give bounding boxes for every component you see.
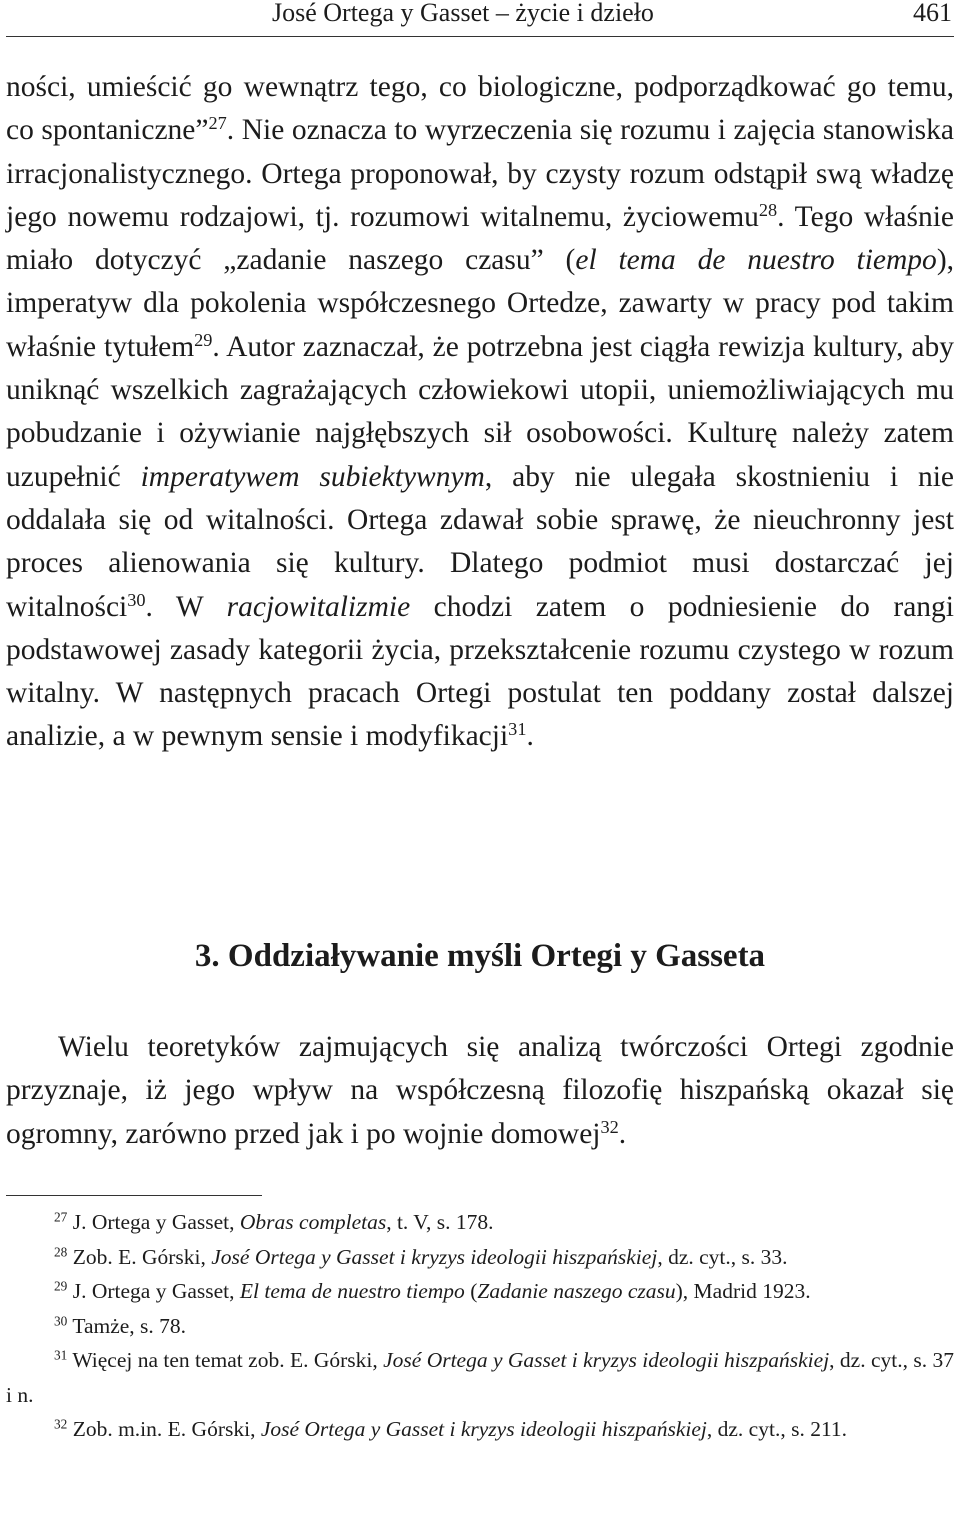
footnote-number: 31 xyxy=(54,1347,68,1363)
footnote-29 xyxy=(6,1274,954,1309)
footnote-title: José Ortega y Gasset i kryzys ideologii hiszpańskiej xyxy=(260,1417,707,1441)
footnote-text: ), Madrid 1923. xyxy=(675,1279,811,1303)
footnote-27 xyxy=(6,1205,954,1240)
section-heading: 3. Oddziaływanie myśli Ortegi y Gasseta xyxy=(194,938,766,974)
footnote-title: José Ortega y Gasset i kryzys ideologii hiszpańskiej xyxy=(211,1244,658,1269)
italic-term: imperatywem subiektywnym xyxy=(140,460,485,493)
footnote-text: Zob. E. Górski, xyxy=(72,1244,212,1269)
footnote-ref-27[interactable]: 27 xyxy=(208,113,227,134)
footnote-number: 30 xyxy=(54,1313,68,1329)
footnote-text: , dz. cyt., s. 211. xyxy=(706,1417,848,1441)
text-run: . Nie oznacza to wyrzeczenia się rozumu i zajęcia stanowiska irracjonalistycznego. Ortega proponował, by czysty rozum odstąpił swą władzę jego nowemu rodzajowi, tj. rozumowi witalnemu, życiowemu xyxy=(6,114,954,233)
text-run: ności, umieścić go wewnątrz tego, co biologiczne, podporządkować go temu, co spontaniczne” xyxy=(6,71,954,147)
footnote-ref-31[interactable]: 31 xyxy=(508,719,527,740)
footnote-text: ( xyxy=(464,1279,478,1303)
footnote-text: , dz. cyt., s. 33. xyxy=(657,1244,788,1269)
footnote-text: , dz. cyt., s. 37 i n. xyxy=(6,1348,954,1407)
body-paragraph-2 xyxy=(6,1026,954,1156)
footnote-text: Zob. m.in. E. Górski, xyxy=(72,1417,261,1441)
italic-term: racjowitalizmie xyxy=(226,590,411,623)
text-run: . Autor zaznaczał, że potrzebna jest ciągła rewizja kultury, aby uniknąć wszelkich zagrażających człowiekowi utopii, uniemożliwiających mu pobudzanie i ożywianie najgłębszych sił osobowości. Kulturę należy zatem uzupełnić xyxy=(6,330,954,493)
footnote-title: Obras completas xyxy=(239,1210,387,1234)
footnote-number: 28 xyxy=(54,1244,68,1260)
footnote-text: Więcej na ten temat zob. E. Górski, xyxy=(72,1348,384,1372)
footnote-number: 29 xyxy=(54,1278,68,1294)
footnote-title: José Ortega y Gasset i kryzys ideologii hiszpańskiej xyxy=(383,1348,830,1372)
footnotes xyxy=(6,1205,954,1447)
body-paragraph-1 xyxy=(6,66,954,759)
text-run: chodzi zatem o podniesienie do rangi podstawowej zasady kategorii życia, przekształcenie rozumu czystego w rozum witalny. W następnych pracach Ortegi postulat ten poddany został dalszej analizie, a w pewnym sensie i modyfikacji xyxy=(6,590,954,753)
text-run: . Tego właśnie miało dotyczyć „zadanie naszego czasu” ( xyxy=(6,200,954,277)
footnote-number: 27 xyxy=(54,1209,68,1225)
text-run: . xyxy=(526,720,534,753)
footnote-title: Zadanie naszego czasu xyxy=(477,1279,676,1303)
header-rule xyxy=(6,36,954,37)
footnote-28 xyxy=(6,1240,954,1275)
footnote-number: 32 xyxy=(54,1416,68,1432)
footnote-title: El tema de nuestro tiempo xyxy=(239,1279,465,1303)
footnote-31 xyxy=(6,1343,954,1412)
footnote-32 xyxy=(6,1412,954,1447)
footnote-separator xyxy=(6,1195,262,1196)
footnote-text: Tamże, s. 78. xyxy=(72,1313,187,1338)
italic-term: el tema de nuestro tiempo xyxy=(575,244,937,277)
footnote-ref-29[interactable]: 29 xyxy=(194,329,213,350)
footnote-ref-32[interactable]: 32 xyxy=(600,1116,619,1137)
text-run: . xyxy=(618,1117,627,1150)
text-run: Wielu teoretyków zajmujących się analizą twórczości Ortegi zgodnie przyznaje, iż jego wpływ na współczesną filozofię hiszpańską okazał się ogromny, zarówno przed jak i po wojnie domowej xyxy=(6,1031,954,1150)
footnote-text: , t. V, s. 178. xyxy=(386,1210,494,1234)
text-run: . W xyxy=(145,590,227,623)
page-number: 461 xyxy=(913,0,952,27)
text-run: , aby nie ulegała skostnieniu i nie oddalała się od witalności. Ortega zdawał sobie sprawę, że nieuchronny jest proces alienowania się kultury. Dlatego podmiot musi dostarczać jej witalności xyxy=(6,460,954,623)
footnote-text: J. Ortega y Gasset, xyxy=(72,1279,240,1303)
running-title: José Ortega y Gasset – życie i dzieło xyxy=(272,0,654,27)
text-run: ), imperatyw dla pokolenia współczesnego Ortedze, zawarty w pracy pod takim właśnie tytułem xyxy=(6,244,955,363)
footnote-text: J. Ortega y Gasset, xyxy=(72,1210,240,1234)
footnote-30 xyxy=(6,1309,954,1344)
footnote-ref-28[interactable]: 28 xyxy=(758,199,778,220)
page-header xyxy=(0,0,960,38)
footnote-ref-30[interactable]: 30 xyxy=(127,589,146,610)
